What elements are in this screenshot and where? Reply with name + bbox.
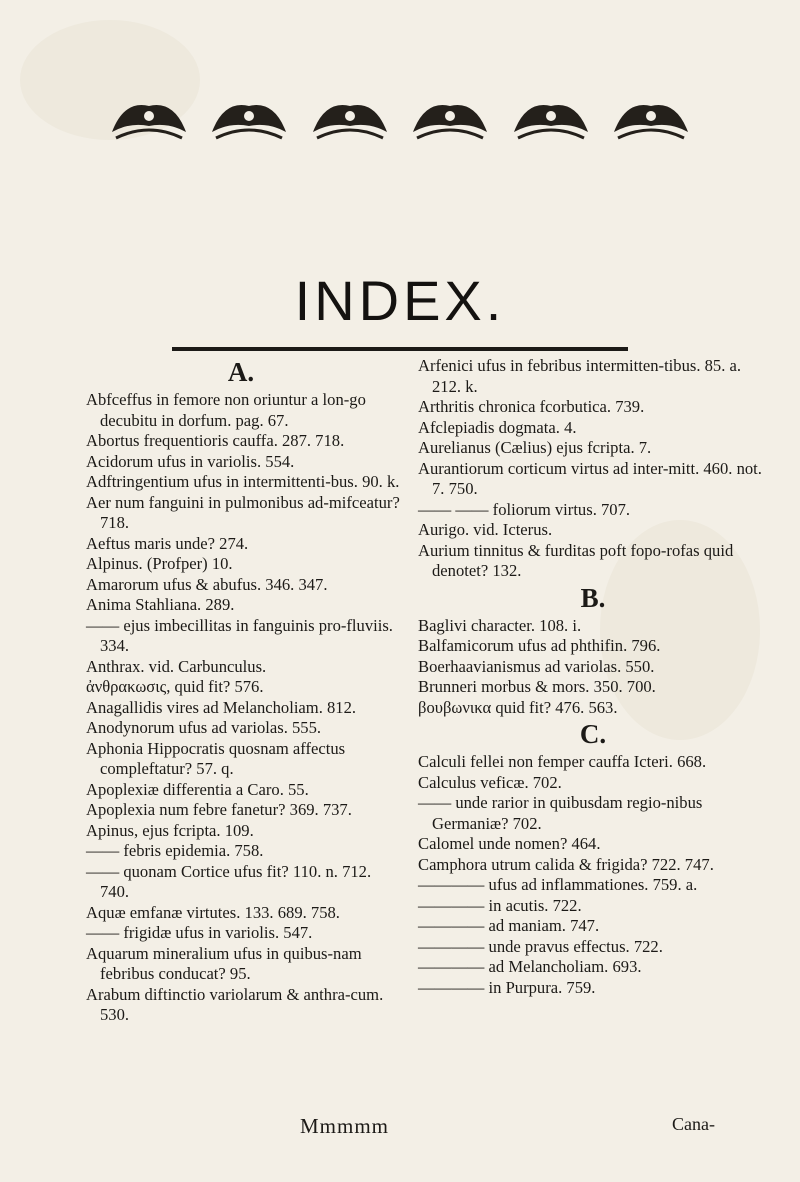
index-entry: Aurigo. vid. Icterus. [418,520,553,539]
index-entry: Aer num fanguini in pulmonibus ad-mifceatur? 718. [86,492,400,532]
section-letter: A. [227,357,255,387]
ornament-5 [508,92,594,144]
index-entry: Baglivi character. 108. i. [418,615,582,635]
index-entry: Aurantiorum corticum virtus ad inter-mitt. 460. not. 7. 750. [418,458,762,498]
ornament-1 [106,92,192,144]
title-rule [172,347,628,351]
index-entry: Calculus veficæ. 702. [418,772,562,792]
section-letter: C. [579,719,607,749]
index-entry: Camphora utrum calida & frigida? 722. 747. [418,854,714,874]
catchword: Cana- [672,1114,715,1134]
ornament-6 [608,92,694,144]
index-entry: —— frigidæ ufus in variolis. 547. [86,923,313,942]
ornament-4 [407,92,493,144]
index-entry: ———— ad Melancholiam. 693. [418,957,642,976]
ornament-row [106,92,694,144]
index-entry: ———— unde pravus effectus. 722. [418,936,663,956]
index-entry: Afclepiadis dogmata. 4. [418,417,577,437]
index-entry: —— unde rarior in quibusdam regio-nibus Germaniæ? 702. [418,793,703,833]
index-entry: Aeftus maris unde? 274. [86,533,249,553]
index-entry: Aquæ emfanæ virtutes. 133. 689. 758. [86,902,340,922]
left-column [86,356,404,1026]
index-entry: Aphonia Hippocratis quosnam affectus compleftatur? 57. q. [86,738,346,778]
index-entry: —— quonam Cortice ufus fit? 110. n. 712. 740. [86,861,372,901]
page-title: INDEX. [294,269,506,332]
index-entry: Anima Stahliana. 289. [86,595,235,614]
index-entry: ———— in Purpura. 759. [418,977,596,997]
index-entry: Aurium tinnitus & furditas poft fopo-rofas quid denotet? 132. [418,540,734,580]
index-entry: Apinus, ejus fcripta. 109. [86,820,254,840]
index-entry: ἀνθρακωσις, quid fit? 576. [86,677,264,696]
ornament-2 [206,92,292,144]
index-entry: ———— ad maniam. 747. [418,916,600,935]
index-entry: —— ejus imbecillitas in fanguinis pro-fluviis. 334. [86,615,393,655]
index-entry: Arthritis chronica fcorbutica. 739. [418,397,645,416]
index-entry: Acidorum ufus in variolis. 554. [86,451,295,471]
index-entry: ———— in acutis. 722. [418,895,582,915]
index-entry: βουβωνικα quid fit? 476. 563. [418,697,618,717]
index-entry: Apoplexiæ differentia a Caro. 55. [86,779,309,799]
index-entry: Alpinus. (Profper) 10. [86,554,233,573]
index-entry: Anodynorum ufus ad variolas. 555. [86,718,322,737]
right-column [418,356,768,998]
index-entry: Adftringentium ufus in intermittenti-bus. 90. k. [86,472,400,491]
index-entry: Apoplexia num febre fanetur? 369. 737. [86,800,352,819]
signature-mark: Mmmmm [300,1114,390,1138]
index-entry: Calculi fellei non femper cauffa Icteri. 668. [418,752,707,771]
index-entry: Abortus frequentioris cauffa. 287. 718. [86,431,345,450]
ornament-3 [307,92,393,144]
index-entry: —— —— foliorum virtus. 707. [418,499,631,519]
index-entry: Calomel unde nomen? 464. [418,834,601,853]
page-footer [0,1114,800,1140]
index-entry: ———— ufus ad inflammationes. 759. a. [418,875,698,894]
index-entry: Arfenici ufus in febribus intermitten-tibus. 85. a. 212. k. [418,356,742,396]
index-entry: —— febris epidemia. 758. [86,841,264,860]
index-entry: Aurelianus (Cælius) ejus fcripta. 7. [418,438,652,457]
index-entry: Anthrax. vid. Carbunculus. [86,656,267,676]
index-entry: Brunneri morbus & mors. 350. 700. [418,677,656,696]
section-letter: B. [580,582,606,613]
index-entry: Abfceffus in femore non oriuntur a lon-go decubitu in dorfum. pag. 67. [86,390,366,430]
index-entry: Arabum diftinctio variolarum & anthra-cum. 530. [86,984,384,1024]
index-entry: Amarorum ufus & abufus. 346. 347. [86,574,328,594]
index-entry: Balfamicorum ufus ad phthifin. 796. [418,636,661,655]
index-entry: Aquarum mineralium ufus in quibus-nam febribus conducat? 95. [86,943,362,983]
index-entry: Boerhaavianismus ad variolas. 550. [418,656,655,676]
index-entry: Anagallidis vires ad Melancholiam. 812. [86,697,357,717]
